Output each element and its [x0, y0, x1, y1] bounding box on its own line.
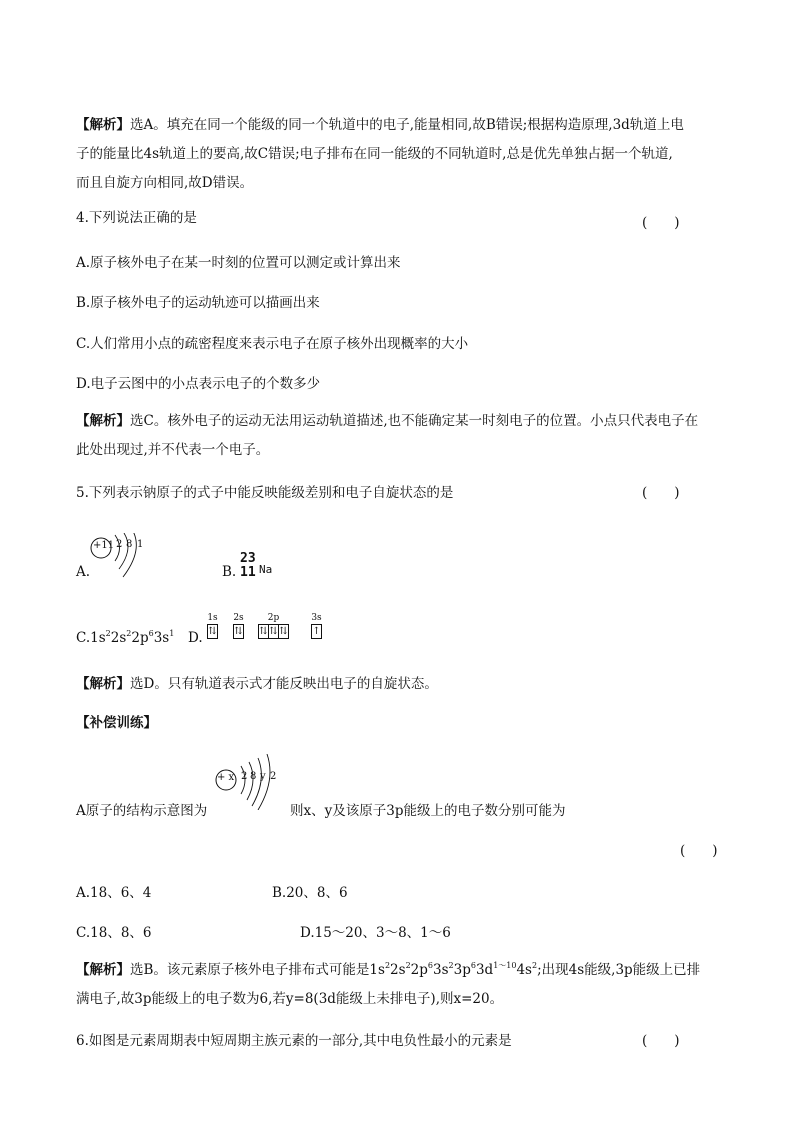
orbital-cell: ↑ — [312, 626, 321, 637]
option-c: C.18、8、6 — [76, 925, 152, 941]
nucleus-charge: +11 — [93, 540, 115, 551]
supp-analysis: 【解析】选B。该元素原子核外电子排布式可能是$1s^22s^22p^63s^23p^63d^{1\sim 10}4s^2$;出现4s能级,3p能级上已排 满电子,故3p能级上的电子数为6,若y=8(3d能级上未排电子),则x=20。 — [76, 956, 721, 1014]
q4-stem — [76, 204, 721, 233]
option-d: D.电子云图中的小点表示电子的个数多少 — [76, 376, 321, 392]
analysis-line: 选C。核外电子的运动无法用运动轨道描述,也不能确定某一时刻电子的位置。小点只代表电子在 — [130, 413, 699, 429]
option-b: B.原子核外电子的运动轨迹可以描画出来 — [76, 295, 320, 311]
analysis-line: 子的能量比4s轨道上的要高,故C错误;电子排布在同一能级的不同轨道时,总是优先单独占据一个轨道, — [76, 146, 673, 162]
q5-option-c: $C.1s^22s^22p^63s^1$ — [76, 629, 175, 646]
answer-paren: ( ) — [642, 1033, 680, 1049]
element-symbol: Na — [259, 563, 273, 576]
nuclide-symbol — [240, 552, 280, 582]
option-label: C. — [76, 630, 91, 646]
shell-electrons: 2 — [241, 771, 248, 782]
supp-stem-post: 则x、y及该原子3p能级上的电子数分别可能为 — [290, 803, 566, 819]
supplementary-title: 【补偿训练】 — [76, 715, 157, 731]
shell-electrons: 2 — [270, 771, 277, 782]
analysis-line: 此处出现过,并不代表一个电子。 — [76, 442, 270, 458]
analysis-line: 选A。填充在同一个能级的同一个轨道中的电子,能量相同,故B错误;根据构造原理,3d轨道上电 — [130, 117, 684, 133]
analysis-line: 选D。只有轨道表示式才能反映出电子的自旋状态。 — [130, 676, 438, 692]
supp-stem-pre: A原子的结构示意图为 — [76, 803, 208, 819]
q4-analysis — [76, 407, 721, 465]
question-stem: 4.下列说法正确的是 — [76, 210, 197, 226]
orbital-box-1s — [207, 613, 218, 639]
nucleus-charge: + x — [217, 772, 235, 783]
orbital-label: 2s — [233, 613, 244, 623]
answer-paren: ( ) — [680, 843, 718, 859]
option-a: A.18、6、4 — [76, 885, 152, 901]
orbital-cell: ⇅ — [259, 626, 268, 637]
orbital-cell: ⇅ — [208, 626, 217, 637]
analysis-line: 而且自旋方向相同,故D错误。 — [76, 175, 254, 191]
answer-paren: ( ) — [642, 215, 680, 231]
analysis-tag: 【解析】 — [76, 117, 130, 133]
analysis-line: ;出现4s能级,3p能级上已排 — [537, 962, 701, 978]
q5-option-b-label: B. — [222, 564, 237, 580]
shell-electrons: 1 — [137, 539, 144, 550]
analysis-tag: 【解析】 — [76, 413, 130, 429]
orbital-cell: ⇅ — [269, 626, 278, 637]
option-c: C.人们常用小点的疏密程度来表示电子在原子核外出现概率的大小 — [76, 336, 469, 352]
atomic-structure-diagram-a — [214, 754, 284, 810]
orbital-label: 1s — [207, 613, 218, 623]
q5-option-a-label: A. — [76, 564, 91, 580]
option-d: D.15～20、3～8、1～6 — [300, 925, 451, 941]
option-b: B.20、8、6 — [272, 885, 348, 901]
shell-electrons: 8 — [126, 539, 133, 550]
orbital-box-2s — [233, 613, 244, 639]
answer-paren: ( ) — [642, 485, 680, 501]
analysis-line: 选B。该元素原子核外电子排布式可能是 — [130, 962, 370, 978]
q6-stem: 6.如图是元素周期表中短周期主族元素的一部分,其中电负性最小的元素是 — [76, 1033, 512, 1049]
q3-analysis — [76, 111, 721, 198]
orbital-cell: ⇅ — [279, 626, 288, 637]
orbital-cell: ⇅ — [234, 626, 243, 637]
shell-electrons: 8 — [250, 771, 257, 782]
q5-stem: 5.下列表示钠原子的式子中能反映能级差别和电子自旋状态的是 — [76, 485, 454, 501]
q5-analysis — [76, 672, 438, 692]
shell-electrons: y — [260, 771, 266, 782]
orbital-box-3s — [311, 613, 322, 639]
analysis-line: 满电子,故3p能级上的电子数为6,若y=8(3d能级上未排电子),则x=20。 — [76, 991, 504, 1007]
atomic-structure-diagram-na — [88, 533, 158, 583]
q5-option-d-label: D. — [188, 630, 203, 646]
orbital-label: 2p — [267, 613, 280, 623]
analysis-tag: 【解析】 — [76, 962, 130, 978]
analysis-tag: 【解析】 — [76, 676, 130, 692]
shell-electrons: 2 — [116, 539, 123, 550]
option-a: A.原子核外电子在某一时刻的位置可以测定或计算出来 — [76, 255, 401, 271]
mass-number: 23 — [240, 551, 256, 566]
orbital-label: 3s — [311, 613, 322, 623]
atomic-number: 11 — [240, 565, 256, 580]
orbital-box-2p — [258, 613, 289, 639]
